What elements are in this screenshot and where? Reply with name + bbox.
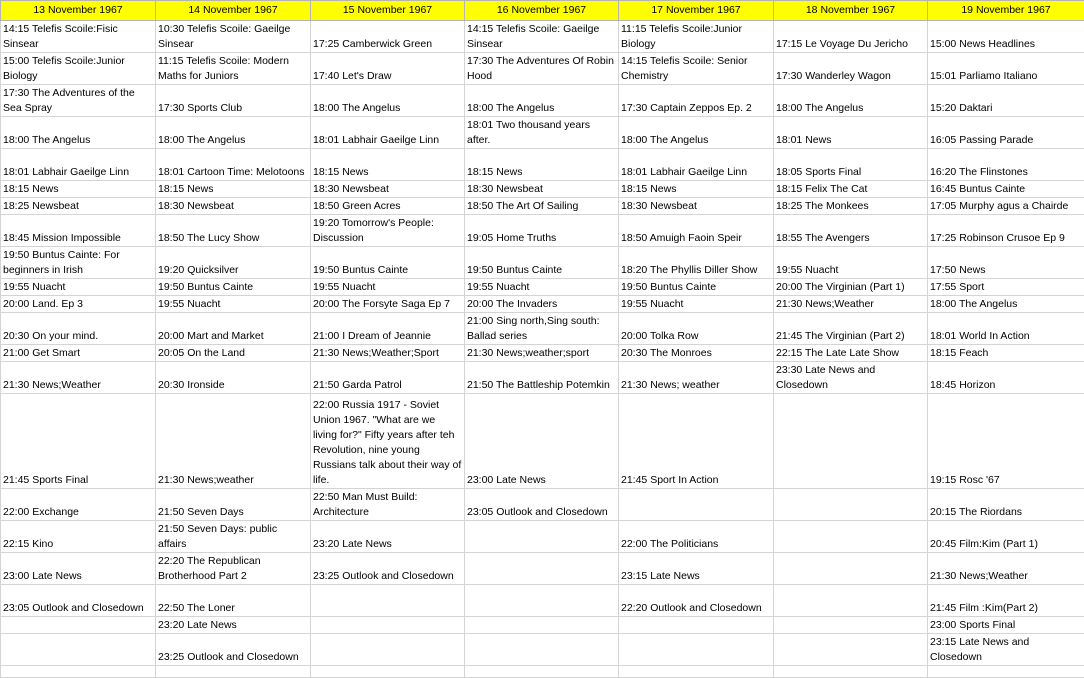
table-cell[interactable] [1,666,156,678]
table-cell[interactable]: 18:01 Cartoon Time: Melotoons [156,149,311,181]
table-cell[interactable]: 18:00 The Angelus [1,117,156,149]
table-row [1,279,1084,296]
table-cell[interactable]: 19:55 Nuacht [156,296,311,313]
table-cell[interactable] [465,666,619,678]
table-cell[interactable]: 18:50 Green Acres [311,198,465,215]
table-cell[interactable]: 18:15 News [311,149,465,181]
table-cell[interactable]: 22:50 The Loner [156,585,311,617]
table-cell[interactable]: 23:00 Late News [465,394,619,489]
table-cell[interactable]: 18:15 Felix The Cat [774,181,928,198]
table-cell[interactable]: 20:00 The Virginian (Part 1) [774,279,928,296]
table-cell[interactable]: 18:55 The Avengers [774,215,928,247]
table-cell[interactable] [774,521,928,553]
table-row [1,53,1084,85]
table-cell[interactable]: 22:20 Outlook and Closedown [619,585,774,617]
table-cell[interactable] [774,394,928,489]
table-row [1,85,1084,117]
table-cell[interactable]: 23:00 Late News [1,553,156,585]
table-cell[interactable]: 16:45 Buntus Cainte [928,181,1084,198]
date-header[interactable]: 14 November 1967 [156,1,311,21]
date-header[interactable]: 19 November 1967 [928,1,1084,21]
schedule-body [1,21,1084,678]
date-header[interactable]: 18 November 1967 [774,1,928,21]
table-cell[interactable] [619,634,774,666]
table-cell[interactable]: 18:15 News [156,181,311,198]
table-cell[interactable]: 17:30 Captain Zeppos Ep. 2 [619,85,774,117]
table-cell[interactable]: 23:15 Late News and Closedown [928,634,1084,666]
table-cell[interactable] [465,634,619,666]
table-cell[interactable]: 19:55 Nuacht [619,296,774,313]
table-cell[interactable]: 20:30 On your mind. [1,313,156,345]
table-cell[interactable]: 21:00 Get Smart [1,345,156,362]
table-cell[interactable]: 11:15 Telefis Scoile:Junior Biology [619,21,774,53]
table-cell[interactable] [311,666,465,678]
table-row [1,666,1084,678]
table-cell[interactable]: 20:05 On the Land [156,345,311,362]
table-cell[interactable]: 23:25 Outlook and Closedown [311,553,465,585]
table-cell[interactable]: 22:50 Man Must Build: Architecture [311,489,465,521]
table-row [1,117,1084,149]
table-cell[interactable]: 21:30 News;Weather [774,296,928,313]
table-cell[interactable]: 23:05 Outlook and Closedown [1,585,156,617]
table-row [1,313,1084,345]
table-cell[interactable]: 20:00 Mart and Market [156,313,311,345]
table-cell[interactable]: 23:15 Late News [619,553,774,585]
table-cell[interactable]: 18:30 Newsbeat [465,181,619,198]
table-cell[interactable]: 18:30 Newsbeat [619,198,774,215]
table-cell[interactable] [311,585,465,617]
table-cell[interactable] [311,617,465,634]
table-cell[interactable] [619,489,774,521]
table-cell[interactable]: 18:15 News [619,181,774,198]
table-cell[interactable]: 19:55 Nuacht [311,279,465,296]
table-row [1,617,1084,634]
table-cell[interactable]: 23:00 Sports Final [928,617,1084,634]
table-cell[interactable]: 18:25 Newsbeat [1,198,156,215]
table-cell[interactable]: 18:00 The Angelus [156,117,311,149]
table-cell[interactable]: 19:05 Home Truths [465,215,619,247]
table-cell[interactable]: 22:00 Russia 1917 - Soviet Union 1967. "What are we living for?" Fifty years after teh Revolution, nine young Russians talk about their way of life. [311,394,465,489]
table-cell[interactable] [774,489,928,521]
table-cell[interactable]: 18:50 The Lucy Show [156,215,311,247]
table-cell[interactable] [156,666,311,678]
table-cell[interactable] [311,634,465,666]
table-cell[interactable]: 23:05 Outlook and Closedown [465,489,619,521]
table-cell[interactable]: 20:45 Film:Kim (Part 1) [928,521,1084,553]
table-cell[interactable]: 21:50 The Battleship Potemkin [465,362,619,394]
header-row [1,1,1084,21]
table-cell[interactable]: 18:45 Horizon [928,362,1084,394]
table-cell[interactable] [465,553,619,585]
table-cell[interactable] [465,521,619,553]
table-row [1,181,1084,198]
table-cell[interactable]: 21:50 Garda Patrol [311,362,465,394]
table-row [1,296,1084,313]
date-header[interactable]: 17 November 1967 [619,1,774,21]
table-cell[interactable]: 18:05 Sports Final [774,149,928,181]
table-cell[interactable] [774,666,928,678]
table-cell[interactable]: 15:00 News Headlines [928,21,1084,53]
table-row [1,215,1084,247]
table-cell[interactable]: 16:20 The Flinstones [928,149,1084,181]
table-cell[interactable]: 17:15 Le Voyage Du Jericho [774,21,928,53]
table-cell[interactable]: 15:00 Telefis Scoile:Junior Biology [1,53,156,85]
table-cell[interactable]: 22:15 The Late Late Show [774,345,928,362]
table-cell[interactable]: 21:50 Seven Days: public affairs [156,521,311,553]
table-cell[interactable]: 18:00 The Angelus [774,85,928,117]
table-cell[interactable]: 23:25 Outlook and Closedown [156,634,311,666]
table-cell[interactable]: 19:50 Buntus Cainte [311,247,465,279]
table-row [1,634,1084,666]
table-cell[interactable]: 17:55 Sport [928,279,1084,296]
table-cell[interactable]: 21:00 Sing north,Sing south: Ballad series [465,313,619,345]
table-cell[interactable]: 18:50 The Art Of Sailing [465,198,619,215]
table-cell[interactable]: 21:45 Sports Final [1,394,156,489]
table-cell[interactable]: 22:20 The Republican Brotherhood Part 2 [156,553,311,585]
table-cell[interactable]: 18:01 Labhair Gaeilge Linn [619,149,774,181]
table-cell[interactable]: 17:30 The Adventures of the Sea Spray [1,85,156,117]
table-cell[interactable]: 17:30 Wanderley Wagon [774,53,928,85]
table-cell[interactable]: 21:45 The Virginian (Part 2) [774,313,928,345]
table-cell[interactable] [774,553,928,585]
table-cell[interactable] [1,634,156,666]
table-cell[interactable]: 18:45 Mission Impossible [1,215,156,247]
table-cell[interactable] [774,634,928,666]
table-cell[interactable] [619,617,774,634]
table-cell[interactable]: 17:50 News [928,247,1084,279]
table-cell[interactable]: 19:20 Quicksilver [156,247,311,279]
table-cell[interactable]: 19:50 Buntus Cainte: For beginners in Irish [1,247,156,279]
table-cell[interactable]: 21:30 News; weather [619,362,774,394]
table-cell[interactable]: 18:15 News [465,149,619,181]
table-cell[interactable]: 19:55 Nuacht [465,279,619,296]
table-cell[interactable]: 18:01 World In Action [928,313,1084,345]
table-cell[interactable]: 20:30 Ironside [156,362,311,394]
date-header[interactable]: 15 November 1967 [311,1,465,21]
table-cell[interactable]: 21:30 News;Weather;Sport [311,345,465,362]
table-cell[interactable] [1,617,156,634]
table-cell[interactable]: 17:25 Camberwick Green [311,21,465,53]
table-cell[interactable]: 19:20 Tomorrow's People: Discussion [311,215,465,247]
table-cell[interactable]: 19:55 Nuacht [1,279,156,296]
table-row [1,149,1084,181]
table-cell[interactable]: 20:00 The Invaders [465,296,619,313]
table-row [1,394,1084,489]
table-row [1,21,1084,53]
table-cell[interactable]: 23:20 Late News [311,521,465,553]
table-cell[interactable]: 18:00 The Angelus [311,85,465,117]
table-cell[interactable]: 20:15 The Riordans [928,489,1084,521]
table-cell[interactable]: 10:30 Telefis Scoile: Gaeilge Sinsear [156,21,311,53]
table-cell[interactable] [774,585,928,617]
table-cell[interactable]: 21:45 Sport In Action [619,394,774,489]
table-cell[interactable]: 18:30 Newsbeat [156,198,311,215]
table-cell[interactable]: 20:00 Land. Ep 3 [1,296,156,313]
table-row [1,521,1084,553]
table-cell[interactable]: 19:50 Buntus Cainte [156,279,311,296]
table-cell[interactable]: 19:50 Buntus Cainte [465,247,619,279]
table-cell[interactable]: 21:30 News;Weather [928,553,1084,585]
table-cell[interactable]: 14:15 Telefis Scoile: Senior Chemistry [619,53,774,85]
table-cell[interactable] [928,666,1084,678]
table-cell[interactable]: 22:00 Exchange [1,489,156,521]
table-cell[interactable] [465,585,619,617]
table-cell[interactable] [774,617,928,634]
table-cell[interactable]: 17:30 The Adventures Of Robin Hood [465,53,619,85]
table-cell[interactable]: 18:15 Feach [928,345,1084,362]
table-cell[interactable]: 20:00 The Forsyte Saga Ep 7 [311,296,465,313]
table-cell[interactable]: 18:01 News [774,117,928,149]
table-cell[interactable]: 22:15 Kino [1,521,156,553]
table-row [1,345,1084,362]
table-cell[interactable]: 23:30 Late News and Closedown [774,362,928,394]
table-cell[interactable]: 17:40 Let's Draw [311,53,465,85]
table-cell[interactable] [619,666,774,678]
table-cell[interactable]: 18:15 News [1,181,156,198]
table-cell[interactable]: 22:00 The Politicians [619,521,774,553]
table-cell[interactable]: 17:25 Robinson Crusoe Ep 9 [928,215,1084,247]
table-row [1,362,1084,394]
table-cell[interactable]: 21:30 News;Weather [1,362,156,394]
table-cell[interactable]: 18:20 The Phyllis Diller Show [619,247,774,279]
table-cell[interactable]: 18:50 Amuigh Faoin Speir [619,215,774,247]
table-cell[interactable]: 21:45 Film :Kim(Part 2) [928,585,1084,617]
table-cell[interactable]: 18:00 The Angelus [465,85,619,117]
table-cell[interactable]: 21:50 Seven Days [156,489,311,521]
table-cell[interactable]: 17:30 Sports Club [156,85,311,117]
table-cell[interactable]: 15:01 Parliamo Italiano [928,53,1084,85]
table-cell[interactable]: 18:01 Two thousand years after. [465,117,619,149]
table-cell[interactable]: 18:25 The Monkees [774,198,928,215]
table-row [1,585,1084,617]
table-cell[interactable]: 18:00 The Angelus [619,117,774,149]
table-cell[interactable]: 14:15 Telefis Scoile: Gaeilge Sinsear [465,21,619,53]
table-cell[interactable]: 16:05 Passing Parade [928,117,1084,149]
date-header[interactable]: 16 November 1967 [465,1,619,21]
date-header[interactable]: 13 November 1967 [1,1,156,21]
table-row [1,553,1084,585]
table-cell[interactable]: 18:30 Newsbeat [311,181,465,198]
table-row [1,247,1084,279]
table-cell[interactable]: 18:01 Labhair Gaeilge Linn [311,117,465,149]
table-cell[interactable]: 21:30 News;weather [156,394,311,489]
table-cell[interactable]: 11:15 Telefis Scoile: Modern Maths for Juniors [156,53,311,85]
table-cell[interactable]: 15:20 Daktari [928,85,1084,117]
table-cell[interactable]: 19:50 Buntus Cainte [619,279,774,296]
table-row [1,198,1084,215]
table-cell[interactable]: 21:30 News;weather;sport [465,345,619,362]
table-cell[interactable]: 20:30 The Monroes [619,345,774,362]
table-cell[interactable]: 18:00 The Angelus [928,296,1084,313]
table-cell[interactable]: 18:01 Labhair Gaeilge Linn [1,149,156,181]
table-row [1,489,1084,521]
table-cell[interactable]: 19:55 Nuacht [774,247,928,279]
table-cell[interactable]: 17:05 Murphy agus a Chairde [928,198,1084,215]
table-cell[interactable]: 20:00 Tolka Row [619,313,774,345]
table-cell[interactable]: 21:00 I Dream of Jeannie [311,313,465,345]
table-cell[interactable]: 23:20 Late News [156,617,311,634]
table-cell[interactable]: 19:15 Rosc '67 [928,394,1084,489]
table-cell[interactable] [465,617,619,634]
table-cell[interactable]: 14:15 Telefis Scoile:Fisic Sinsear [1,21,156,53]
